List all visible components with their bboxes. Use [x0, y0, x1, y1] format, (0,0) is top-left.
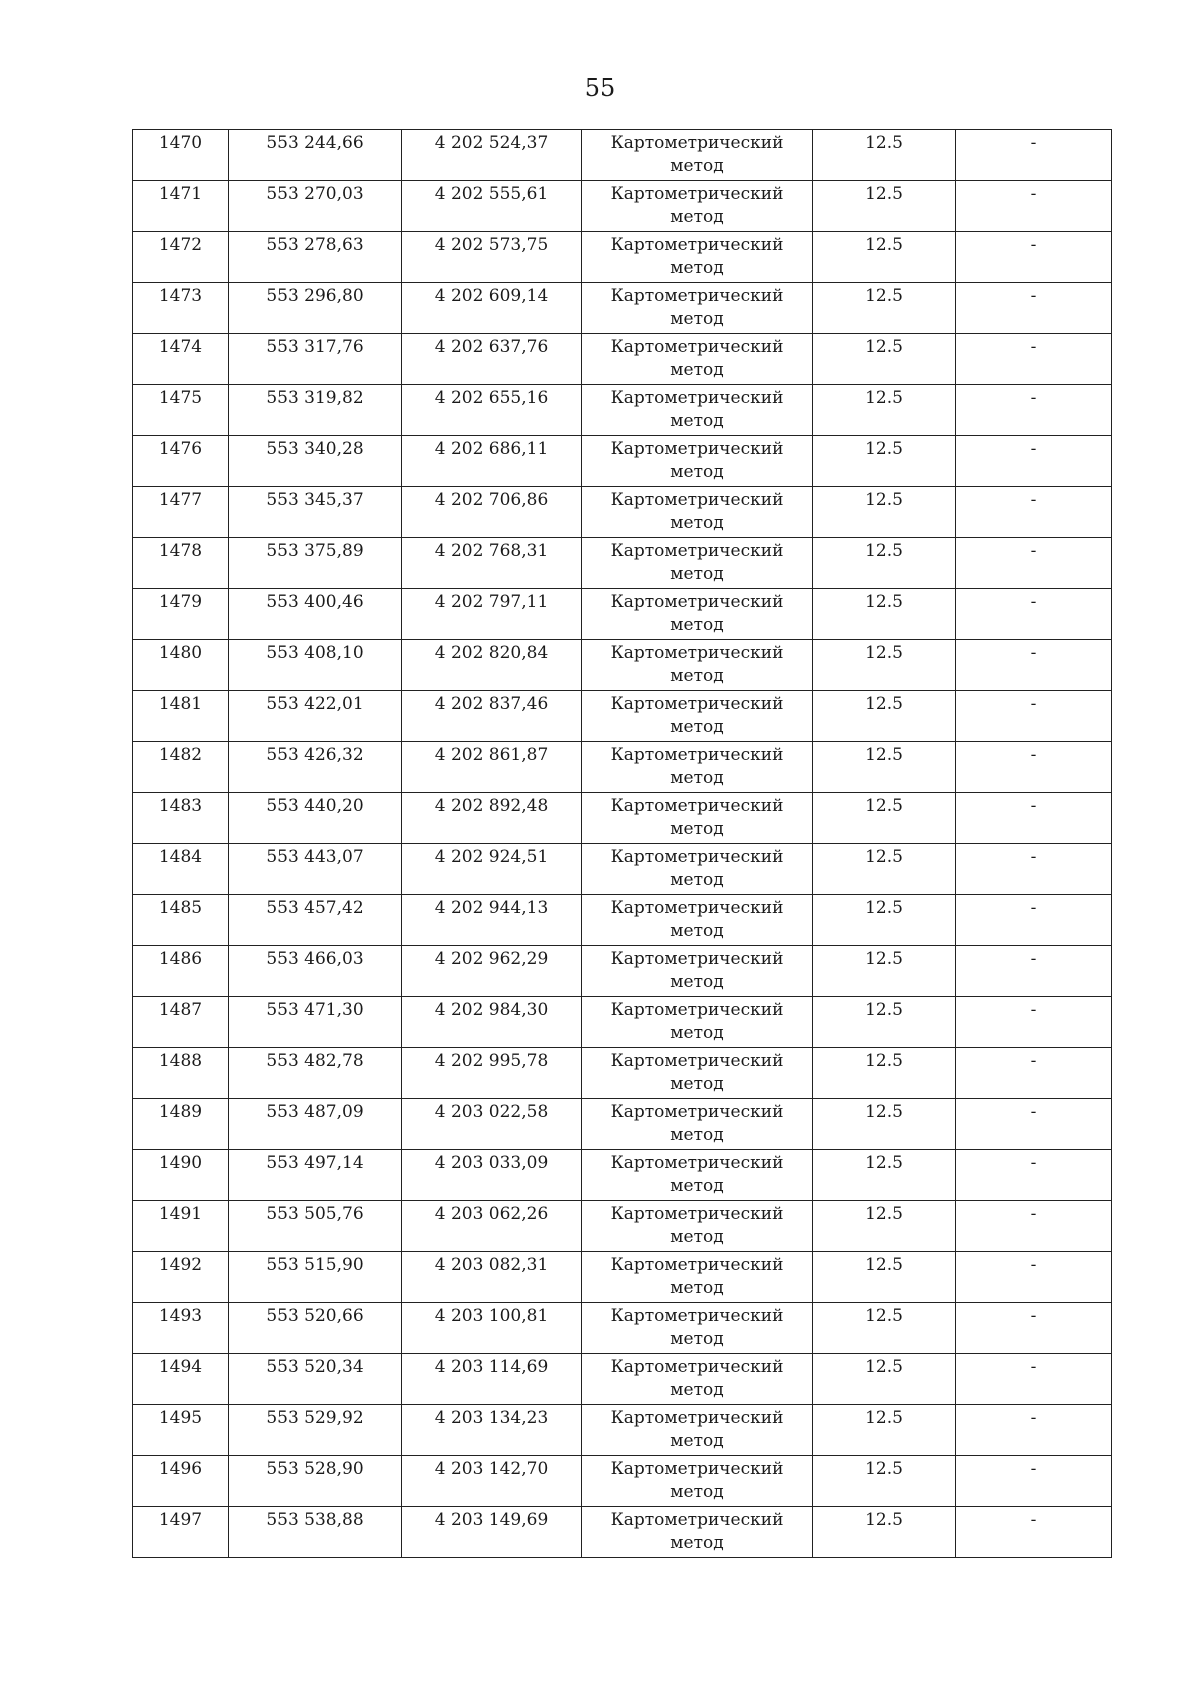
- table-row: [133, 1252, 1112, 1303]
- note-cell: -: [956, 1354, 1112, 1405]
- coordinates-table-body: [133, 130, 1112, 1558]
- method-cell: Картометрический метод: [582, 742, 813, 793]
- method-cell: Картометрический метод: [582, 691, 813, 742]
- y-coordinate-cell: 4 202 995,78: [402, 1048, 582, 1099]
- x-coordinate-cell: 553 375,89: [229, 538, 402, 589]
- point-number-cell: 1473: [133, 283, 229, 334]
- method-cell: Картометрический метод: [582, 1150, 813, 1201]
- table-row: [133, 1048, 1112, 1099]
- y-coordinate-cell: 4 203 142,70: [402, 1456, 582, 1507]
- x-coordinate-cell: 553 515,90: [229, 1252, 402, 1303]
- point-number-cell: 1480: [133, 640, 229, 691]
- x-coordinate-cell: 553 443,07: [229, 844, 402, 895]
- table-row: [133, 232, 1112, 283]
- x-coordinate-cell: 553 497,14: [229, 1150, 402, 1201]
- point-number-cell: 1492: [133, 1252, 229, 1303]
- table-row: [133, 844, 1112, 895]
- x-coordinate-cell: 553 340,28: [229, 436, 402, 487]
- x-coordinate-cell: 553 528,90: [229, 1456, 402, 1507]
- method-cell: Картометрический метод: [582, 1048, 813, 1099]
- accuracy-cell: 12.5: [813, 1201, 956, 1252]
- x-coordinate-cell: 553 345,37: [229, 487, 402, 538]
- accuracy-cell: 12.5: [813, 487, 956, 538]
- note-cell: -: [956, 1099, 1112, 1150]
- table-row: [133, 385, 1112, 436]
- note-cell: -: [956, 1048, 1112, 1099]
- y-coordinate-cell: 4 202 573,75: [402, 232, 582, 283]
- point-number-cell: 1496: [133, 1456, 229, 1507]
- x-coordinate-cell: 553 440,20: [229, 793, 402, 844]
- method-cell: Картометрический метод: [582, 844, 813, 895]
- y-coordinate-cell: 4 203 134,23: [402, 1405, 582, 1456]
- table-row: [133, 283, 1112, 334]
- x-coordinate-cell: 553 422,01: [229, 691, 402, 742]
- point-number-cell: 1487: [133, 997, 229, 1048]
- accuracy-cell: 12.5: [813, 232, 956, 283]
- y-coordinate-cell: 4 203 033,09: [402, 1150, 582, 1201]
- note-cell: -: [956, 1303, 1112, 1354]
- note-cell: -: [956, 640, 1112, 691]
- x-coordinate-cell: 553 408,10: [229, 640, 402, 691]
- table-row: [133, 691, 1112, 742]
- x-coordinate-cell: 553 466,03: [229, 946, 402, 997]
- y-coordinate-cell: 4 202 984,30: [402, 997, 582, 1048]
- y-coordinate-cell: 4 203 062,26: [402, 1201, 582, 1252]
- point-number-cell: 1490: [133, 1150, 229, 1201]
- table-row: [133, 1456, 1112, 1507]
- point-number-cell: 1470: [133, 130, 229, 181]
- table-row: [133, 1150, 1112, 1201]
- table-row: [133, 1507, 1112, 1558]
- accuracy-cell: 12.5: [813, 1150, 956, 1201]
- point-number-cell: 1472: [133, 232, 229, 283]
- method-cell: Картометрический метод: [582, 1405, 813, 1456]
- accuracy-cell: 12.5: [813, 1303, 956, 1354]
- point-number-cell: 1471: [133, 181, 229, 232]
- accuracy-cell: 12.5: [813, 997, 956, 1048]
- method-cell: Картометрический метод: [582, 436, 813, 487]
- accuracy-cell: 12.5: [813, 334, 956, 385]
- note-cell: -: [956, 487, 1112, 538]
- accuracy-cell: 12.5: [813, 1048, 956, 1099]
- accuracy-cell: 12.5: [813, 283, 956, 334]
- y-coordinate-cell: 4 202 768,31: [402, 538, 582, 589]
- point-number-cell: 1481: [133, 691, 229, 742]
- x-coordinate-cell: 553 296,80: [229, 283, 402, 334]
- note-cell: -: [956, 742, 1112, 793]
- note-cell: -: [956, 436, 1112, 487]
- x-coordinate-cell: 553 487,09: [229, 1099, 402, 1150]
- x-coordinate-cell: 553 520,34: [229, 1354, 402, 1405]
- y-coordinate-cell: 4 202 861,87: [402, 742, 582, 793]
- table-row: [133, 1303, 1112, 1354]
- accuracy-cell: 12.5: [813, 385, 956, 436]
- x-coordinate-cell: 553 426,32: [229, 742, 402, 793]
- point-number-cell: 1479: [133, 589, 229, 640]
- method-cell: Картометрический метод: [582, 997, 813, 1048]
- note-cell: -: [956, 1201, 1112, 1252]
- note-cell: -: [956, 181, 1112, 232]
- note-cell: -: [956, 793, 1112, 844]
- point-number-cell: 1495: [133, 1405, 229, 1456]
- point-number-cell: 1483: [133, 793, 229, 844]
- y-coordinate-cell: 4 202 637,76: [402, 334, 582, 385]
- table-row: [133, 895, 1112, 946]
- accuracy-cell: 12.5: [813, 130, 956, 181]
- y-coordinate-cell: 4 202 555,61: [402, 181, 582, 232]
- note-cell: -: [956, 844, 1112, 895]
- note-cell: -: [956, 997, 1112, 1048]
- method-cell: Картометрический метод: [582, 232, 813, 283]
- accuracy-cell: 12.5: [813, 1456, 956, 1507]
- table-row: [133, 181, 1112, 232]
- point-number-cell: 1491: [133, 1201, 229, 1252]
- method-cell: Картометрический метод: [582, 334, 813, 385]
- note-cell: -: [956, 130, 1112, 181]
- method-cell: Картометрический метод: [582, 283, 813, 334]
- table-row: [133, 640, 1112, 691]
- method-cell: Картометрический метод: [582, 1354, 813, 1405]
- note-cell: -: [956, 334, 1112, 385]
- point-number-cell: 1488: [133, 1048, 229, 1099]
- table-row: [133, 1099, 1112, 1150]
- note-cell: -: [956, 691, 1112, 742]
- y-coordinate-cell: 4 203 100,81: [402, 1303, 582, 1354]
- point-number-cell: 1497: [133, 1507, 229, 1558]
- point-number-cell: 1482: [133, 742, 229, 793]
- table-row: [133, 742, 1112, 793]
- point-number-cell: 1493: [133, 1303, 229, 1354]
- table-row: [133, 793, 1112, 844]
- note-cell: -: [956, 946, 1112, 997]
- y-coordinate-cell: 4 202 524,37: [402, 130, 582, 181]
- point-number-cell: 1477: [133, 487, 229, 538]
- note-cell: -: [956, 232, 1112, 283]
- y-coordinate-cell: 4 203 149,69: [402, 1507, 582, 1558]
- y-coordinate-cell: 4 202 706,86: [402, 487, 582, 538]
- method-cell: Картометрический метод: [582, 1456, 813, 1507]
- method-cell: Картометрический метод: [582, 1099, 813, 1150]
- y-coordinate-cell: 4 202 686,11: [402, 436, 582, 487]
- x-coordinate-cell: 553 505,76: [229, 1201, 402, 1252]
- point-number-cell: 1489: [133, 1099, 229, 1150]
- x-coordinate-cell: 553 471,30: [229, 997, 402, 1048]
- table-row: [133, 589, 1112, 640]
- table-row: [133, 997, 1112, 1048]
- x-coordinate-cell: 553 244,66: [229, 130, 402, 181]
- accuracy-cell: 12.5: [813, 1099, 956, 1150]
- x-coordinate-cell: 553 400,46: [229, 589, 402, 640]
- accuracy-cell: 12.5: [813, 1252, 956, 1303]
- point-number-cell: 1474: [133, 334, 229, 385]
- table-row: [133, 1354, 1112, 1405]
- method-cell: Картометрический метод: [582, 793, 813, 844]
- accuracy-cell: 12.5: [813, 691, 956, 742]
- method-cell: Картометрический метод: [582, 946, 813, 997]
- accuracy-cell: 12.5: [813, 436, 956, 487]
- accuracy-cell: 12.5: [813, 844, 956, 895]
- point-number-cell: 1476: [133, 436, 229, 487]
- x-coordinate-cell: 553 319,82: [229, 385, 402, 436]
- point-number-cell: 1478: [133, 538, 229, 589]
- accuracy-cell: 12.5: [813, 1405, 956, 1456]
- method-cell: Картометрический метод: [582, 538, 813, 589]
- y-coordinate-cell: 4 202 892,48: [402, 793, 582, 844]
- note-cell: -: [956, 1405, 1112, 1456]
- x-coordinate-cell: 553 538,88: [229, 1507, 402, 1558]
- point-number-cell: 1475: [133, 385, 229, 436]
- table-row: [133, 946, 1112, 997]
- method-cell: Картометрический метод: [582, 640, 813, 691]
- accuracy-cell: 12.5: [813, 1354, 956, 1405]
- y-coordinate-cell: 4 202 837,46: [402, 691, 582, 742]
- note-cell: -: [956, 1456, 1112, 1507]
- method-cell: Картометрический метод: [582, 1252, 813, 1303]
- method-cell: Картометрический метод: [582, 130, 813, 181]
- y-coordinate-cell: 4 202 797,11: [402, 589, 582, 640]
- y-coordinate-cell: 4 202 609,14: [402, 283, 582, 334]
- method-cell: Картометрический метод: [582, 589, 813, 640]
- method-cell: Картометрический метод: [582, 1201, 813, 1252]
- method-cell: Картометрический метод: [582, 385, 813, 436]
- point-number-cell: 1494: [133, 1354, 229, 1405]
- method-cell: Картометрический метод: [582, 487, 813, 538]
- y-coordinate-cell: 4 202 924,51: [402, 844, 582, 895]
- method-cell: Картометрический метод: [582, 1303, 813, 1354]
- accuracy-cell: 12.5: [813, 181, 956, 232]
- point-number-cell: 1486: [133, 946, 229, 997]
- y-coordinate-cell: 4 203 082,31: [402, 1252, 582, 1303]
- accuracy-cell: 12.5: [813, 1507, 956, 1558]
- coordinates-table: [132, 129, 1112, 1558]
- method-cell: Картометрический метод: [582, 895, 813, 946]
- note-cell: -: [956, 589, 1112, 640]
- accuracy-cell: 12.5: [813, 538, 956, 589]
- accuracy-cell: 12.5: [813, 742, 956, 793]
- y-coordinate-cell: 4 202 655,16: [402, 385, 582, 436]
- y-coordinate-cell: 4 202 820,84: [402, 640, 582, 691]
- table-row: [133, 1405, 1112, 1456]
- method-cell: Картометрический метод: [582, 1507, 813, 1558]
- method-cell: Картометрический метод: [582, 181, 813, 232]
- note-cell: -: [956, 538, 1112, 589]
- accuracy-cell: 12.5: [813, 895, 956, 946]
- note-cell: -: [956, 1507, 1112, 1558]
- x-coordinate-cell: 553 520,66: [229, 1303, 402, 1354]
- accuracy-cell: 12.5: [813, 640, 956, 691]
- point-number-cell: 1485: [133, 895, 229, 946]
- y-coordinate-cell: 4 203 022,58: [402, 1099, 582, 1150]
- x-coordinate-cell: 553 482,78: [229, 1048, 402, 1099]
- y-coordinate-cell: 4 202 962,29: [402, 946, 582, 997]
- x-coordinate-cell: 553 278,63: [229, 232, 402, 283]
- point-number-cell: 1484: [133, 844, 229, 895]
- table-row: [133, 538, 1112, 589]
- x-coordinate-cell: 553 317,76: [229, 334, 402, 385]
- accuracy-cell: 12.5: [813, 793, 956, 844]
- note-cell: -: [956, 283, 1112, 334]
- table-row: [133, 487, 1112, 538]
- table-row: [133, 436, 1112, 487]
- table-row: [133, 130, 1112, 181]
- y-coordinate-cell: 4 203 114,69: [402, 1354, 582, 1405]
- page-number: 55: [584, 74, 616, 102]
- x-coordinate-cell: 553 457,42: [229, 895, 402, 946]
- x-coordinate-cell: 553 529,92: [229, 1405, 402, 1456]
- note-cell: -: [956, 385, 1112, 436]
- note-cell: -: [956, 895, 1112, 946]
- note-cell: -: [956, 1150, 1112, 1201]
- x-coordinate-cell: 553 270,03: [229, 181, 402, 232]
- y-coordinate-cell: 4 202 944,13: [402, 895, 582, 946]
- note-cell: -: [956, 1252, 1112, 1303]
- accuracy-cell: 12.5: [813, 589, 956, 640]
- accuracy-cell: 12.5: [813, 946, 956, 997]
- table-row: [133, 334, 1112, 385]
- table-row: [133, 1201, 1112, 1252]
